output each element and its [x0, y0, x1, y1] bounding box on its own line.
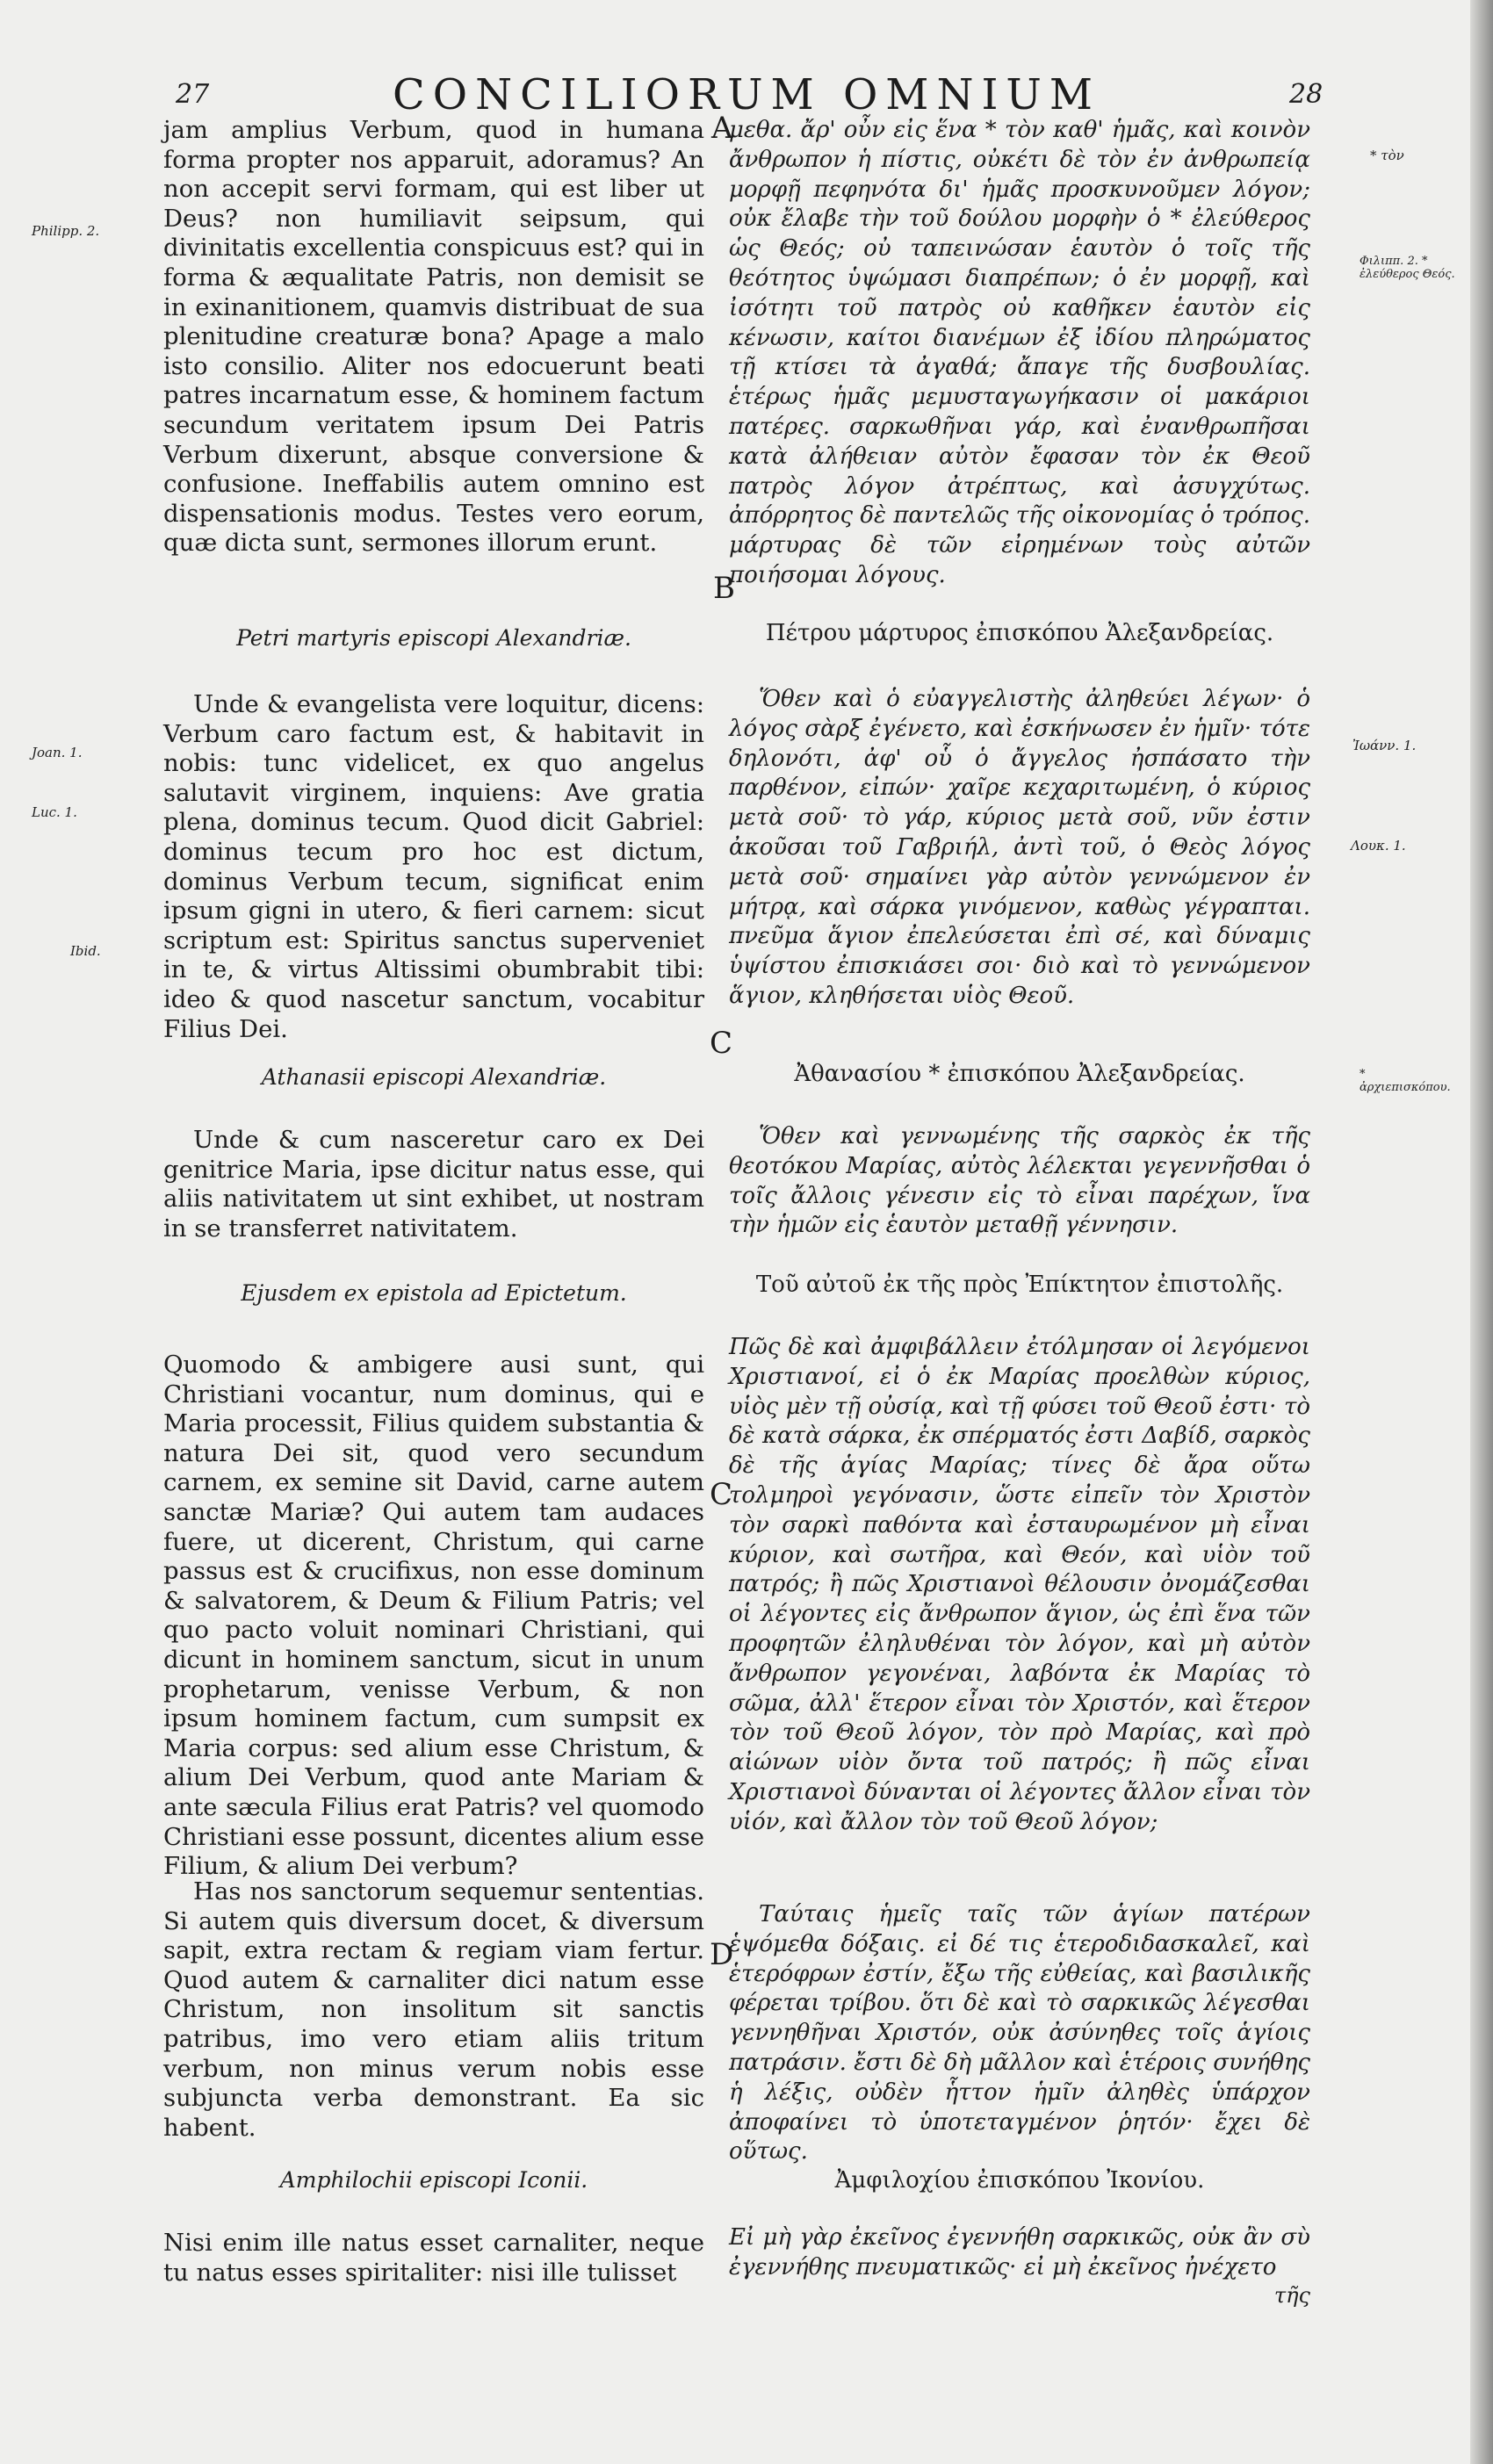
page-number-left: 27 [176, 79, 210, 110]
latin-column [163, 116, 704, 2287]
greek-paragraph-4: Πῶς δὲ καὶ ἀμφιβάλλειν ἐτόλμησαν οἱ λεγόμενοι Χριστιανοί, εἰ ὁ ἐκ Μαρίας προελθὼν κύριος, υἱὸς μὲν τῇ οὐσίᾳ, καὶ τῇ φύσει τοῦ Θεοῦ ἐστι· τὸ δὲ κατὰ σάρκα, ἐκ σπέρματός ἐστι Δαβίδ, σαρκὸς δὲ τῆς ἁγίας Μαρίας; τίνες δὲ ἄρα οὕτω τολμηροὶ γεγόνασιν, ὥστε εἰπεῖν τὸν Χριστὸν τὸν σαρκὶ παθόντα καὶ ἐσταυρωμένον μὴ εἶναι κύριον, καὶ σωτῆρα, καὶ Θεόν, καὶ υἱὸν τοῦ πατρός; ἢ πῶς Χριστιανοὶ θέλουσιν ὀνομάζεσθαι οἱ λέγοντες εἰς ἄνθρωπον ἅγιον, ὡς ἐπὶ ἕνα τῶν προφητῶν ἐληλυθέναι τὸν λόγον, καὶ μὴ αὐτὸν ἄνθρωπον γεγονέναι, λαβόντα ἐκ Μαρίας τὸ σῶμα, ἀλλ' ἕτερον εἶναι τὸν Χριστόν, καὶ ἕτερον τὸν τοῦ Θεοῦ λόγον, τὸν πρὸ Μαρίας, καὶ πρὸ αἰώνων υἱὸν ὄντα τοῦ πατρός; ἢ πῶς εἶναι Χριστιανοὶ δύνανται οἱ λέγοντες ἄλλον εἶναι τὸν υἱόν, καὶ ἄλλον τὸν τοῦ Θεοῦ λόγον; [729, 1334, 1310, 1835]
margin-note-luc-greek: Λουκ. 1. [1351, 838, 1406, 854]
latin-paragraph-4: Quomodo & ambigere ausi sunt, qui Christiani vocantur, num dominus, qui e Maria processit, Filius quidem substantia & natura Dei sit, quod vero secundum carnem, ex semine sit David, carne autem sanctæ Mariæ? Qui autem tam audaces fuere, ut dicerent, Christum, qui carne passus est & crucifixus, non esse dominum & salvatorem, & Deum & Filium Patris; vel quo pacto voluit nominari Christiani, qui dicunt in hominem sanctum, sicut in unum prophetarum, venisse Verbum, & non ipsum hominem factum, cum sumpsit ex Maria corpus: sed alium esse Christum, & alium Dei Verbum, quod ante Mariam & ante sæcula Filius erat Patris? vel quomodo Christiani esse possunt, dicentes alium esse Filium, & alium Dei verbum? [163, 1351, 704, 1881]
margin-note-archiep: * ἀρχιεπισκόπου. [1360, 1068, 1451, 1094]
margin-note-ibid: Ibid. [70, 943, 101, 959]
greek-paragraph-5: Ταύταις ἡμεῖς ταῖς τῶν ἁγίων πατέρων ἑψόμεθα δόξαις. εἰ δέ τις ἑτεροδιδασκαλεῖ, καὶ ἑτερόφρων ἐστίν, ἔξω τῆς εὐθείας, καὶ βασιλικῆς φέρεται τρίβου. ὅτι δὲ καὶ τὸ σαρκικῶς λέγεσθαι γεννηθῆναι Χριστόν, οὐκ ἀσύνηθες τοῖς ἁγίοις πατράσιν. ἔστι δὲ δὴ μᾶλλον καὶ ἑτέροις συνήθης ἡ λέξις, οὐδὲν ἧττον ἡμῖν ἀληθὲς ὑπάρχον ἀποφαίνει τὸ ὑποτεταγμένον ῥητόν· ἔχει δὲ οὕτως. [729, 1901, 1310, 2165]
section-mark-c-2: C [710, 1477, 733, 1512]
section-mark-d: D [710, 1937, 734, 1972]
margin-note-philipp: Philipp. 2. [32, 223, 100, 239]
margin-note-joan: Joan. 1. [32, 745, 83, 760]
latin-heading-athanasii: Athanasii episcopi Alexandriæ. [261, 1064, 607, 1090]
latin-paragraph-3: Unde & cum nasceretur caro ex Dei genitrice Maria, ipse dicitur natus esse, qui aliis nativitatem ut sint exhibet, ut nostram in se transferret nativitatem. [163, 1126, 704, 1243]
margin-note-joan-greek: Ἰωάνν. 1. [1352, 738, 1417, 753]
greek-column [729, 116, 1310, 2308]
latin-paragraph-5: Has nos sanctorum sequemur sententias. Si autem quis diversum docet, & diversum sapit, extra rectam & regiam viam fertur. Quod autem & carnaliter dici natum esse Christum, non insolitum sit sanctis patribus, imo vero etiam aliis tritum verbum, non minus verum nobis esse subjuncta verba demonstrant. Ea sic habent. [163, 1877, 704, 2142]
greek-paragraph-1: μεθα. ἄρ' οὖν εἰς ἕνα * τὸν καθ' ἡμᾶς, καὶ κοινὸν ἄνθρωπον ἡ πίστις, οὐκέτι δὲ τὸν ἐν ἀνθρωπείᾳ μορφῇ πεφηνότα δι' ἡμᾶς προσκυνοῦμεν λόγον; οὐκ ἔλαβε τὴν τοῦ δούλου μορφὴν ὁ * ἐλεύθερος ὡς Θεός; οὐ ταπεινώσαν ἑαυτὸν ὁ τοῖς τῆς θεότητος ὑψώμασι διαπρέπων; ὁ ἐν μορφῇ, καὶ ἰσότητι τοῦ πατρὸς οὐ καθῆκεν ἑαυτὸν εἰς κένωσιν, καίτοι διανέμων ἐξ ἰδίου πληρώματος τῇ κτίσει τὰ ἀγαθά; ἄπαγε τῆς δυσβουλίας. ἑτέρως ἡμᾶς μεμυσταγωγήκασιν οἱ μακάριοι πατέρες. σαρκωθῆναι γάρ, καὶ ἐνανθρωπῆσαι κατὰ ἀλήθειαν αὐτὸν ἔφασαν τὸν ἐκ Θεοῦ πατρὸς λόγον ἀτρέπτως, καὶ ἀσυγχύτως. ἀπόρρητος δὲ παντελῶς τῆς οἰκονομίας ὁ τρόπος. μάρτυρας δὲ τῶν εἰρημένων τοὺς αὐτῶν ποιήσομαι λόγους. [729, 117, 1310, 588]
margin-note-philipp-greek: Φιλιππ. 2. * ἐλεύθερος Θεός. [1360, 255, 1455, 281]
latin-paragraph-1: jam amplius Verbum, quod in humana forma propter nos apparuit, adoramus? An non accepit servi formam, qui est liber ut Deus? non humiliavit seipsum, qui divinitatis excellentia conspicuus est? qui in forma & æqualitate Patris, non demisit se in exinanitionem, quamvis distribuat de sua plenitudine creaturæ bona? Apage a malo isto consilio. Aliter nos edocuerunt beati patres incarnatum esse, & hominem factum secundum veritatem ipsum Dei Patris Verbum dixerunt, absque conversione & confusione. Ineffabilis autem omnino est dispensationis modus. Testes vero eorum, quæ dicta sunt, sermones illorum erunt. [163, 116, 704, 558]
greek-paragraph-3: Ὅθεν καὶ γεννωμένης τῆς σαρκὸς ἐκ τῆς θεοτόκου Μαρίας, αὐτὸς λέλεκται γεγεννῆσθαι ὁ τοῖς ἄλλοις γένεσιν εἰς τὸ εἶναι παρέχων, ἵνα τὴν ἡμῶν εἰς ἑαυτὸν μεταθῇ γέννησιν. [729, 1123, 1310, 1239]
latin-paragraph-2: Unde & evangelista vere loquitur, dicens: Verbum caro factum est, & habitavit in nobis: tunc videlicet, ex quo angelus salutavit virginem, inquiens: Ave gratia plena, dominus tecum. Quod dicit Gabriel: dominus tecum pro hoc est dictum, dominus Verbum tecum, significat enim ipsum gigni in utero, & fieri carnem: sicut scriptum est: Spiritus sanctus superveniet in te, & virtus Altissimi obumbrabit tibi: ideo & quod nascetur sanctum, vocabitur Filius Dei. [163, 690, 704, 1043]
page-title: CONCILIORUM OMNIUM [392, 70, 1100, 119]
latin-heading-petri: Petri martyris episcopi Alexandriæ. [236, 625, 631, 651]
greek-heading-petrou: Πέτρου μάρτυρος ἐπισκόπου Ἀλεξανδρείας. [765, 620, 1274, 646]
greek-paragraph-6: Εἰ μὴ γὰρ ἐκεῖνος ἐγεννήθη σαρκικῶς, οὐκ ἂν σὺ ἐγεννήθης πνευματικῶς· εἰ μὴ ἐκεῖνος ἠνέχετο [729, 2224, 1310, 2280]
margin-note-star-ton: * τὸν [1370, 148, 1404, 163]
latin-heading-epictetum: Ejusdem ex epistola ad Epictetum. [241, 1280, 627, 1306]
greek-paragraph-2: Ὅθεν καὶ ὁ εὐαγγελιστὴς ἀληθεύει λέγων· ὁ λόγος σὰρξ ἐγένετο, καὶ ἐσκήνωσεν ἐν ἡμῖν· τότε δηλονότι, ἀφ' οὗ ὁ ἄγγελος ἠσπάσατο τὴν παρθένον, εἰπών· χαῖρε κεχαριτωμένη, ὁ κύριος μετὰ σοῦ· τὸ γάρ, κύριος μετὰ σοῦ, νῦν ἐστιν ἀκοῦσαι τοῦ Γαβριήλ, ἀντὶ τοῦ, ὁ Θεὸς λόγος μετὰ σοῦ· σημαίνει γὰρ αὐτὸν γεννώμενον ἐν μήτρᾳ, καὶ σάρκα γινόμενον, καθὼς γέγραπται. πνεῦμα ἅγιον ἐπελεύσεται ἐπὶ σέ, καὶ δύναμις ὑψίστου ἐπισκιάσει σοι· διὸ καὶ τὸ γεννώμενον ἅγιον, κληθήσεται υἱὸς Θεοῦ. [729, 686, 1310, 1009]
catchword: τῆς [1273, 2282, 1310, 2308]
section-mark-a: A [711, 111, 733, 146]
margin-note-luc: Luc. 1. [32, 804, 77, 820]
latin-paragraph-6: Nisi enim ille natus esset carnaliter, neque tu natus esses spiritaliter: nisi ille tulisset [163, 2229, 704, 2287]
running-header [0, 70, 1493, 123]
section-mark-b: B [713, 571, 735, 606]
greek-heading-athanasiou: Ἀθανασίου * ἐπισκόπου Ἀλεξανδρείας. [794, 1061, 1245, 1087]
greek-heading-amphilochiou: Ἀμφιλοχίου ἐπισκόπου Ἰκονίου. [834, 2167, 1205, 2194]
binding-gutter [1470, 0, 1493, 2464]
greek-heading-epiktetos: Τοῦ αὐτοῦ ἐκ τῆς πρὸς Ἐπίκτητον ἐπιστολῆς. [755, 1272, 1284, 1298]
section-mark-c-1: C [710, 1026, 733, 1061]
page-number-right: 28 [1289, 79, 1324, 110]
latin-heading-amphilochii: Amphilochii episcopi Iconii. [279, 2167, 588, 2193]
